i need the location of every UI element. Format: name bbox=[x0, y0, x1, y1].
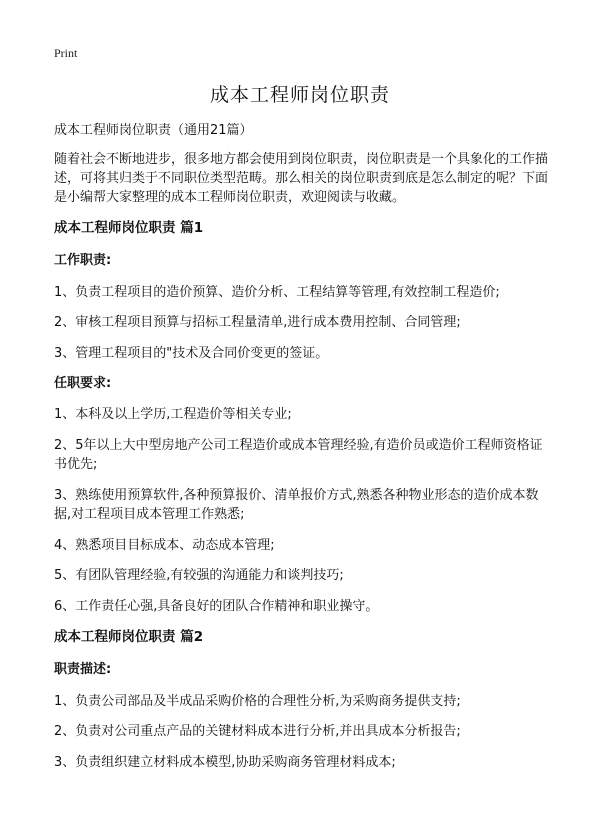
document-subtitle: 成本工程师岗位职责（通用21篇） bbox=[54, 123, 253, 138]
group-label: 工作职责: bbox=[54, 253, 112, 268]
list-item: 4、熟悉项目目标成本、动态成本管理; bbox=[54, 538, 275, 553]
list-item: 5、有团队管理经验,有较强的沟通能力和谈判技巧; bbox=[54, 568, 344, 583]
page-title: 成本工程师岗位职责 bbox=[209, 84, 390, 106]
group-label: 职责描述: bbox=[54, 662, 112, 677]
group-label: 任职要求: bbox=[54, 376, 112, 391]
intro-paragraph: 随着社会不断地进步，很多地方都会使用到岗位职责，岗位职责是一个具象化的工作描述，可将其归类于不同职位类型范畴。那么相关的岗位职责到底是怎么制定的呢？下面是小编帮大家整理的成本工程师岗位职责，欢迎阅读与收藏。 bbox=[54, 152, 549, 205]
list-item: 2、审核工程项目预算与招标工程量清单,进行成本费用控制、合同管理; bbox=[54, 315, 461, 330]
list-item: 2、负责对公司重点产品的关键材料成本进行分析,并出具成本分析报告; bbox=[54, 724, 461, 739]
list-item: 3、负责组织建立材料成本模型,协助采购商务管理材料成本; bbox=[54, 755, 396, 770]
print-link[interactable]: Print bbox=[54, 46, 78, 60]
list-item: 2、5年以上大中型房地产公司工程造价或成本管理经验,有造价员或造价工程师资格证书优先; bbox=[54, 438, 543, 472]
list-item: 6、工作责任心强,具备良好的团队合作精神和职业操守。 bbox=[54, 599, 379, 614]
list-item: 1、负责公司部品及半成品采购价格的合理性分析,为采购商务提供支持; bbox=[54, 694, 461, 709]
section-heading: 成本工程师岗位职责 篇1 bbox=[54, 220, 204, 236]
list-item: 3、熟练使用预算软件,各种预算报价、清单报价方式,熟悉各种物业形态的造价成本数据,对工程项目成本管理工作熟悉; bbox=[54, 488, 539, 522]
list-item: 1、负责工程项目的造价预算、造价分析、工程结算等管理,有效控制工程造价; bbox=[54, 285, 500, 300]
section-heading: 成本工程师岗位职责 篇2 bbox=[54, 629, 204, 645]
list-item: 1、本科及以上学历,工程造价等相关专业; bbox=[54, 407, 292, 422]
list-item: 3、管理工程项目的"技术及合同价变更的签证。 bbox=[54, 346, 329, 361]
